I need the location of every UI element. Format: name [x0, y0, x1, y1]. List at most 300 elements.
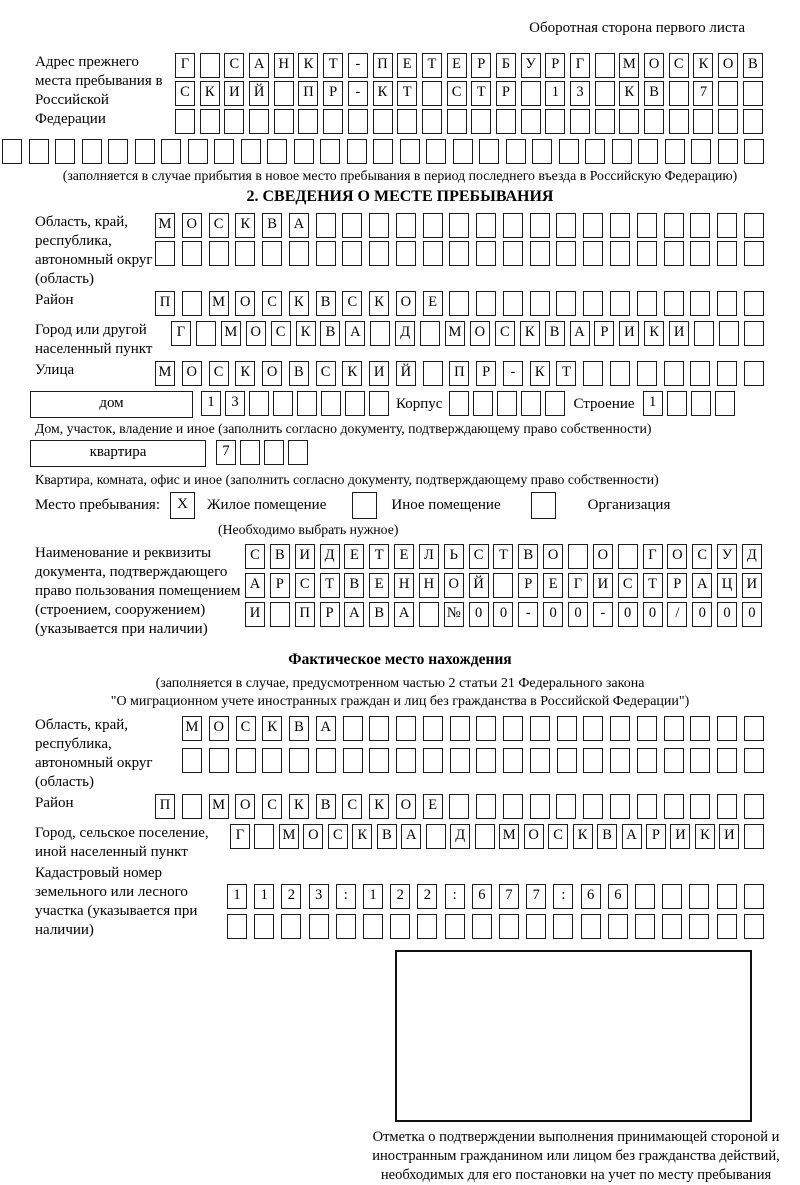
char-box-filled[interactable]: С	[495, 321, 515, 346]
char-box-empty[interactable]	[420, 321, 440, 346]
char-box-filled[interactable]: Й	[469, 573, 489, 598]
char-box-empty[interactable]	[447, 109, 467, 134]
char-box-filled[interactable]: М	[209, 291, 229, 316]
apartment-type-box[interactable]: квартира	[30, 440, 206, 467]
char-box-empty[interactable]	[635, 884, 655, 909]
char-box-empty[interactable]	[288, 440, 308, 465]
char-box-filled[interactable]: 1	[201, 391, 221, 416]
char-box-empty[interactable]	[135, 139, 155, 164]
char-box-filled[interactable]: Р	[594, 321, 614, 346]
char-box-filled[interactable]: Р	[518, 573, 538, 598]
char-box-filled[interactable]: В	[270, 544, 290, 569]
char-box-filled[interactable]: О	[246, 321, 266, 346]
char-box-filled[interactable]: Р	[646, 824, 666, 849]
char-box-empty[interactable]	[637, 716, 657, 741]
char-box-filled[interactable]: О	[444, 573, 464, 598]
char-box-filled[interactable]: С	[469, 544, 489, 569]
char-box-filled[interactable]: Г	[175, 53, 195, 78]
char-box-filled[interactable]: 3	[309, 884, 329, 909]
char-box-empty[interactable]	[694, 321, 714, 346]
char-box-filled[interactable]: С	[209, 213, 229, 238]
char-box-empty[interactable]	[610, 748, 630, 773]
char-box-filled[interactable]: Г	[171, 321, 191, 346]
char-box-filled[interactable]: И	[619, 321, 639, 346]
char-box-filled[interactable]: К	[644, 321, 664, 346]
char-box-filled[interactable]: О	[396, 291, 416, 316]
char-box-filled[interactable]: В	[316, 291, 336, 316]
char-box-empty[interactable]	[419, 602, 439, 627]
char-box-empty[interactable]	[583, 748, 603, 773]
char-box-empty[interactable]	[690, 716, 710, 741]
char-box-filled[interactable]: 7	[216, 440, 236, 465]
char-box-empty[interactable]	[274, 109, 294, 134]
char-box-filled[interactable]: Н	[419, 573, 439, 598]
char-box-filled[interactable]: И	[295, 544, 315, 569]
char-box-empty[interactable]	[369, 213, 389, 238]
char-box-empty[interactable]	[396, 748, 416, 773]
char-box-filled[interactable]: С	[175, 81, 195, 106]
char-box-empty[interactable]	[347, 139, 367, 164]
char-box-empty[interactable]	[249, 109, 269, 134]
char-box-empty[interactable]	[743, 81, 763, 106]
char-box-filled[interactable]: С	[209, 361, 229, 386]
char-box-empty[interactable]	[553, 914, 573, 939]
char-box-empty[interactable]	[662, 914, 682, 939]
char-box-filled[interactable]: 0	[742, 602, 762, 627]
char-box-filled[interactable]: 0	[717, 602, 737, 627]
char-box-filled[interactable]: А	[289, 213, 309, 238]
char-box-filled[interactable]: Л	[419, 544, 439, 569]
char-box-empty[interactable]	[690, 748, 710, 773]
char-box-empty[interactable]	[321, 391, 341, 416]
char-box-filled[interactable]: С	[224, 53, 244, 78]
char-box-empty[interactable]	[449, 391, 469, 416]
char-box-filled[interactable]: 7	[499, 884, 519, 909]
char-box-empty[interactable]	[530, 716, 550, 741]
char-box-empty[interactable]	[472, 914, 492, 939]
char-box-filled[interactable]: В	[545, 321, 565, 346]
char-box-filled[interactable]: 6	[608, 884, 628, 909]
char-box-empty[interactable]	[476, 748, 496, 773]
char-box-empty[interactable]	[638, 139, 658, 164]
char-box-empty[interactable]	[744, 824, 764, 849]
char-box-filled[interactable]: 2	[281, 884, 301, 909]
char-box-empty[interactable]	[610, 716, 630, 741]
char-box-empty[interactable]	[423, 241, 443, 266]
char-box-empty[interactable]	[497, 391, 517, 416]
char-box-filled[interactable]: К	[235, 361, 255, 386]
char-box-filled[interactable]: К	[693, 53, 713, 78]
char-box-filled[interactable]: И	[369, 361, 389, 386]
char-box-empty[interactable]	[664, 291, 684, 316]
char-box-empty[interactable]	[545, 391, 565, 416]
char-box-filled[interactable]: 1	[545, 81, 565, 106]
char-box-filled[interactable]: К	[520, 321, 540, 346]
char-box-filled[interactable]: Т	[397, 81, 417, 106]
char-box-empty[interactable]	[691, 391, 711, 416]
char-box-empty[interactable]	[545, 109, 565, 134]
char-box-filled[interactable]: Ц	[717, 573, 737, 598]
char-box-empty[interactable]	[635, 914, 655, 939]
house-type-box[interactable]: дом	[30, 391, 193, 418]
char-box-empty[interactable]	[717, 748, 737, 773]
char-box-filled[interactable]: В	[597, 824, 617, 849]
char-box-empty[interactable]	[188, 139, 208, 164]
char-box-filled[interactable]: Т	[493, 544, 513, 569]
char-box-empty[interactable]	[475, 824, 495, 849]
char-box-empty[interactable]	[423, 213, 443, 238]
char-box-filled[interactable]: Р	[270, 573, 290, 598]
char-box-filled[interactable]: Г	[230, 824, 250, 849]
char-box-empty[interactable]	[369, 748, 389, 773]
char-box-filled[interactable]: 0	[543, 602, 563, 627]
char-box-filled[interactable]: В	[262, 213, 282, 238]
char-box-empty[interactable]	[690, 291, 710, 316]
char-box-filled[interactable]: Д	[450, 824, 470, 849]
char-box-empty[interactable]	[664, 716, 684, 741]
char-box-empty[interactable]	[669, 81, 689, 106]
char-box-filled[interactable]: В	[644, 81, 664, 106]
char-box-empty[interactable]	[610, 213, 630, 238]
char-box-empty[interactable]	[717, 884, 737, 909]
char-box-empty[interactable]	[235, 241, 255, 266]
char-box-filled[interactable]: С	[316, 361, 336, 386]
char-box-filled[interactable]: Е	[394, 544, 414, 569]
char-box-filled[interactable]: М	[619, 53, 639, 78]
char-box-empty[interactable]	[718, 109, 738, 134]
char-box-empty[interactable]	[644, 109, 664, 134]
char-box-empty[interactable]	[196, 321, 216, 346]
char-box-filled[interactable]: О	[470, 321, 490, 346]
char-box-empty[interactable]	[693, 109, 713, 134]
char-box-empty[interactable]	[450, 748, 470, 773]
char-box-empty[interactable]	[664, 361, 684, 386]
char-box-empty[interactable]	[423, 361, 443, 386]
char-box-empty[interactable]	[479, 139, 499, 164]
char-box-filled[interactable]: :	[336, 884, 356, 909]
char-box-empty[interactable]	[316, 748, 336, 773]
char-box-filled[interactable]: М	[155, 361, 175, 386]
char-box-empty[interactable]	[744, 213, 764, 238]
char-box-filled[interactable]: Е	[423, 794, 443, 819]
char-box-empty[interactable]	[155, 241, 175, 266]
char-box-filled[interactable]: Г	[643, 544, 663, 569]
char-box-empty[interactable]	[503, 291, 523, 316]
char-box-empty[interactable]	[274, 81, 294, 106]
char-box-filled[interactable]: С	[618, 573, 638, 598]
char-box-filled[interactable]: С	[692, 544, 712, 569]
char-box-empty[interactable]	[369, 391, 389, 416]
char-box-empty[interactable]	[396, 213, 416, 238]
char-box-empty[interactable]	[744, 291, 764, 316]
char-box-empty[interactable]	[715, 391, 735, 416]
char-box-empty[interactable]	[29, 139, 49, 164]
char-box-empty[interactable]	[471, 109, 491, 134]
char-box-empty[interactable]	[449, 213, 469, 238]
char-box-empty[interactable]	[662, 884, 682, 909]
char-box-empty[interactable]	[610, 361, 630, 386]
char-box-empty[interactable]	[476, 794, 496, 819]
char-box-empty[interactable]	[499, 914, 519, 939]
char-box-filled[interactable]: Р	[496, 81, 516, 106]
char-box-empty[interactable]	[568, 544, 588, 569]
char-box-filled[interactable]: 1	[227, 884, 247, 909]
char-box-empty[interactable]	[530, 748, 550, 773]
char-box-filled[interactable]: О	[209, 716, 229, 741]
char-box-empty[interactable]	[108, 139, 128, 164]
char-box-empty[interactable]	[400, 139, 420, 164]
char-box-empty[interactable]	[690, 213, 710, 238]
char-box-filled[interactable]: Г	[570, 53, 590, 78]
char-box-empty[interactable]	[264, 440, 284, 465]
char-box-empty[interactable]	[744, 794, 764, 819]
char-box-filled[interactable]: 3	[225, 391, 245, 416]
char-box-empty[interactable]	[583, 716, 603, 741]
char-box-empty[interactable]	[717, 213, 737, 238]
char-box-empty[interactable]	[744, 716, 764, 741]
char-box-filled[interactable]: С	[328, 824, 348, 849]
char-box-filled[interactable]: С	[236, 716, 256, 741]
char-box-empty[interactable]	[744, 914, 764, 939]
char-box-empty[interactable]	[342, 213, 362, 238]
char-box-empty[interactable]	[294, 139, 314, 164]
char-box-empty[interactable]	[453, 139, 473, 164]
char-box-empty[interactable]	[345, 391, 365, 416]
char-box-filled[interactable]: А	[401, 824, 421, 849]
char-box-empty[interactable]	[55, 139, 75, 164]
char-box-empty[interactable]	[717, 291, 737, 316]
char-box-empty[interactable]	[691, 139, 711, 164]
char-box-empty[interactable]	[320, 139, 340, 164]
char-box-empty[interactable]	[556, 291, 576, 316]
char-box-filled[interactable]: И	[245, 602, 265, 627]
char-box-filled[interactable]: А	[245, 573, 265, 598]
char-box-filled[interactable]: К	[369, 291, 389, 316]
char-box-filled[interactable]: Р	[323, 81, 343, 106]
char-box-empty[interactable]	[521, 391, 541, 416]
char-box-empty[interactable]	[262, 748, 282, 773]
char-box-filled[interactable]: К	[289, 794, 309, 819]
char-box-filled[interactable]: П	[373, 53, 393, 78]
char-box-empty[interactable]	[423, 748, 443, 773]
char-box-filled[interactable]: К	[289, 291, 309, 316]
char-box-empty[interactable]	[348, 109, 368, 134]
char-box-empty[interactable]	[417, 914, 437, 939]
char-box-filled[interactable]: Н	[394, 573, 414, 598]
char-box-empty[interactable]	[557, 716, 577, 741]
char-box-empty[interactable]	[559, 139, 579, 164]
char-box-filled[interactable]: М	[221, 321, 241, 346]
char-box-empty[interactable]	[254, 824, 274, 849]
char-box-filled[interactable]: С	[669, 53, 689, 78]
char-box-filled[interactable]: В	[316, 794, 336, 819]
char-box-empty[interactable]	[262, 241, 282, 266]
char-box-empty[interactable]	[182, 748, 202, 773]
char-box-empty[interactable]	[719, 321, 739, 346]
char-box-empty[interactable]	[637, 794, 657, 819]
char-box-filled[interactable]: И	[593, 573, 613, 598]
char-box-empty[interactable]	[530, 241, 550, 266]
char-box-empty[interactable]	[423, 716, 443, 741]
char-box-empty[interactable]	[363, 914, 383, 939]
char-box-empty[interactable]	[664, 213, 684, 238]
char-box-filled[interactable]: 1	[254, 884, 274, 909]
char-box-empty[interactable]	[595, 109, 615, 134]
char-box-empty[interactable]	[530, 291, 550, 316]
char-box-empty[interactable]	[249, 391, 269, 416]
char-box-filled[interactable]: Г	[568, 573, 588, 598]
char-box-empty[interactable]	[396, 241, 416, 266]
char-box-filled[interactable]: 3	[570, 81, 590, 106]
char-box-filled[interactable]: К	[530, 361, 550, 386]
char-box-filled[interactable]: К	[262, 716, 282, 741]
char-box-filled[interactable]: Е	[344, 544, 364, 569]
char-box-empty[interactable]	[506, 139, 526, 164]
char-box-filled[interactable]: О	[524, 824, 544, 849]
char-box-filled[interactable]: С	[548, 824, 568, 849]
char-box-empty[interactable]	[583, 241, 603, 266]
char-box-empty[interactable]	[200, 53, 220, 78]
char-box-filled[interactable]: О	[262, 361, 282, 386]
char-box-filled[interactable]: /	[667, 602, 687, 627]
char-box-filled[interactable]: С	[295, 573, 315, 598]
char-box-empty[interactable]	[369, 716, 389, 741]
char-box-filled[interactable]: С	[342, 291, 362, 316]
char-box-empty[interactable]	[744, 361, 764, 386]
char-box-empty[interactable]	[281, 914, 301, 939]
char-box-filled[interactable]: 2	[390, 884, 410, 909]
char-box-empty[interactable]	[637, 213, 657, 238]
char-box-filled[interactable]: П	[449, 361, 469, 386]
char-box-empty[interactable]	[426, 139, 446, 164]
char-box-empty[interactable]	[583, 794, 603, 819]
char-box-filled[interactable]: О	[303, 824, 323, 849]
char-box-filled[interactable]: 0	[568, 602, 588, 627]
char-box-empty[interactable]	[530, 794, 550, 819]
char-box-empty[interactable]	[717, 794, 737, 819]
char-box-filled[interactable]: И	[742, 573, 762, 598]
char-box-empty[interactable]	[557, 748, 577, 773]
char-box-empty[interactable]	[336, 914, 356, 939]
char-box-empty[interactable]	[608, 914, 628, 939]
char-box-empty[interactable]	[664, 748, 684, 773]
char-box-empty[interactable]	[450, 716, 470, 741]
char-box-filled[interactable]: О	[182, 213, 202, 238]
char-box-empty[interactable]	[618, 544, 638, 569]
char-box-filled[interactable]: П	[155, 794, 175, 819]
char-box-filled[interactable]: Р	[545, 53, 565, 78]
char-box-filled[interactable]: К	[373, 81, 393, 106]
char-box-empty[interactable]	[343, 748, 363, 773]
char-box-filled[interactable]: К	[695, 824, 715, 849]
char-box-empty[interactable]	[397, 109, 417, 134]
char-box-filled[interactable]: М	[279, 824, 299, 849]
char-box-empty[interactable]	[526, 914, 546, 939]
char-box-filled[interactable]: К	[200, 81, 220, 106]
char-box-empty[interactable]	[493, 573, 513, 598]
char-box-filled[interactable]: Р	[320, 602, 340, 627]
char-box-filled[interactable]: К	[619, 81, 639, 106]
char-box-filled[interactable]: Т	[323, 53, 343, 78]
char-box-empty[interactable]	[390, 914, 410, 939]
char-box-empty[interactable]	[690, 794, 710, 819]
char-box-empty[interactable]	[612, 139, 632, 164]
char-box-filled[interactable]: А	[345, 321, 365, 346]
char-box-filled[interactable]: И	[669, 321, 689, 346]
char-box-filled[interactable]: М	[209, 794, 229, 819]
char-box-filled[interactable]: Ь	[444, 544, 464, 569]
char-box-filled[interactable]: А	[249, 53, 269, 78]
char-box-filled[interactable]: №	[444, 602, 464, 627]
char-box-empty[interactable]	[254, 914, 274, 939]
char-box-empty[interactable]	[227, 914, 247, 939]
char-box-filled[interactable]: 6	[581, 884, 601, 909]
char-box-filled[interactable]: Д	[395, 321, 415, 346]
char-box-empty[interactable]	[503, 748, 523, 773]
char-box-filled[interactable]: У	[717, 544, 737, 569]
char-box-filled[interactable]: 0	[618, 602, 638, 627]
char-box-filled[interactable]: О	[718, 53, 738, 78]
char-box-empty[interactable]	[583, 361, 603, 386]
char-box-empty[interactable]	[667, 391, 687, 416]
char-box-empty[interactable]	[744, 139, 764, 164]
char-box-empty[interactable]	[595, 53, 615, 78]
char-box-filled[interactable]: -	[593, 602, 613, 627]
char-box-empty[interactable]	[689, 914, 709, 939]
char-box-filled[interactable]: -	[348, 53, 368, 78]
char-box-filled[interactable]: 0	[692, 602, 712, 627]
char-box-empty[interactable]	[532, 139, 552, 164]
char-box-empty[interactable]	[449, 291, 469, 316]
char-box-empty[interactable]	[396, 716, 416, 741]
char-box-filled[interactable]: С	[245, 544, 265, 569]
char-box-empty[interactable]	[637, 241, 657, 266]
char-box-filled[interactable]: И	[224, 81, 244, 106]
char-box-filled[interactable]: П	[295, 602, 315, 627]
char-box-filled[interactable]: Р	[667, 573, 687, 598]
char-box-filled[interactable]: 6	[472, 884, 492, 909]
char-box-empty[interactable]	[610, 794, 630, 819]
char-box-empty[interactable]	[743, 109, 763, 134]
char-box-filled[interactable]: Т	[422, 53, 442, 78]
char-box-filled[interactable]: А	[692, 573, 712, 598]
char-box-empty[interactable]	[610, 241, 630, 266]
char-box-empty[interactable]	[556, 794, 576, 819]
char-box-filled[interactable]: Р	[476, 361, 496, 386]
char-box-filled[interactable]: Н	[274, 53, 294, 78]
char-box-empty[interactable]	[309, 914, 329, 939]
char-box-filled[interactable]: К	[369, 794, 389, 819]
char-box-empty[interactable]	[2, 139, 22, 164]
char-box-filled[interactable]: 1	[363, 884, 383, 909]
char-box-empty[interactable]	[585, 139, 605, 164]
char-box-empty[interactable]	[373, 139, 393, 164]
char-box-empty[interactable]	[583, 291, 603, 316]
char-box-filled[interactable]: Д	[320, 544, 340, 569]
char-box-empty[interactable]	[583, 213, 603, 238]
char-box-filled[interactable]: К	[235, 213, 255, 238]
char-box-empty[interactable]	[209, 748, 229, 773]
char-box-empty[interactable]	[496, 109, 516, 134]
char-box-empty[interactable]	[664, 241, 684, 266]
char-box-filled[interactable]: Т	[320, 573, 340, 598]
char-box-empty[interactable]	[744, 748, 764, 773]
char-box-filled[interactable]: 2	[417, 884, 437, 909]
char-box-filled[interactable]: М	[499, 824, 519, 849]
char-box-empty[interactable]	[556, 241, 576, 266]
char-box-empty[interactable]	[209, 241, 229, 266]
char-box-empty[interactable]	[473, 391, 493, 416]
